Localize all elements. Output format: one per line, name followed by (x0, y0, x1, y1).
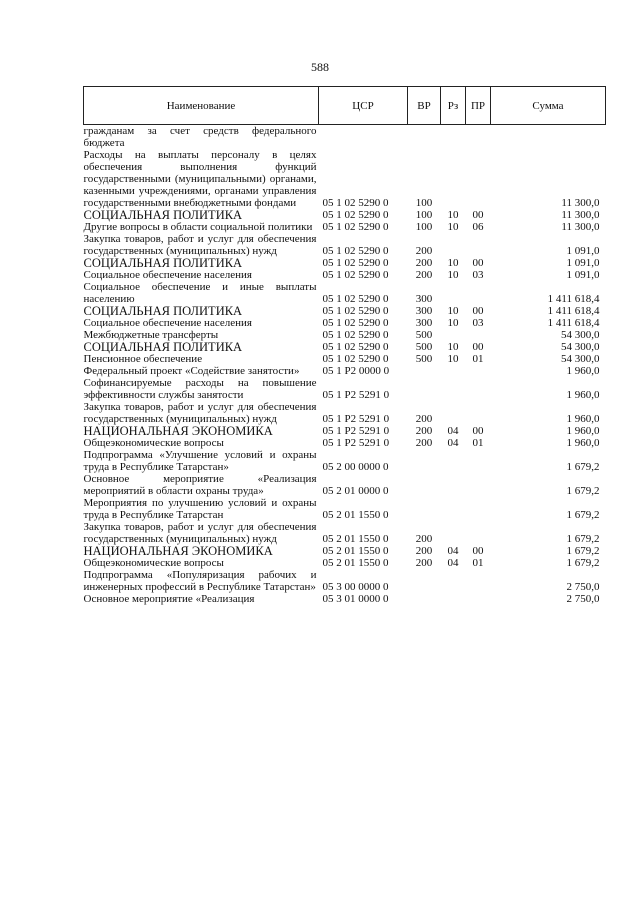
row-rz: 04 (447, 425, 459, 437)
row-sum: 11 300,0 (561, 209, 600, 221)
row-sum: 1 091,0 (566, 269, 600, 281)
row-sum: 54 300,0 (561, 353, 600, 365)
header-pr: ПР (466, 87, 491, 125)
row-csr: 05 1 P2 5291 0 (322, 425, 390, 437)
table-row (84, 521, 606, 545)
row-rz (441, 401, 466, 425)
row-csr: 05 2 01 1550 0 (322, 533, 389, 545)
row-csr: 05 2 01 1550 0 (322, 509, 389, 521)
row-rz: 10 (447, 353, 459, 365)
row-pr: 06 (472, 221, 484, 233)
row-rz: 10 (447, 209, 459, 221)
table-row (84, 473, 606, 497)
row-pr: 00 (472, 341, 484, 353)
page-number: 588 (311, 60, 329, 74)
table-row (84, 341, 606, 353)
header-name: Наименование (84, 87, 319, 125)
budget-table (83, 86, 606, 605)
row-vr: 300 (415, 305, 433, 317)
table-row (84, 449, 606, 473)
row-pr (466, 149, 491, 209)
row-pr: 00 (472, 425, 484, 437)
row-sum: 1 679,2 (566, 557, 600, 569)
row-csr: 05 2 01 1550 0 (322, 557, 389, 569)
row-csr: 05 1 02 5290 0 (322, 245, 389, 257)
header-csr: ЦСР (319, 87, 408, 125)
table-row (84, 377, 606, 401)
row-pr: 01 (472, 437, 484, 449)
row-name: Расходы на выплаты персоналу в целях обеспечения выполнения функций государственными (муниципальными) органами, казенными учреждениями, органами управления государственными внебюджетными фондами (83, 149, 317, 209)
row-pr (466, 593, 491, 605)
row-vr (408, 377, 441, 401)
row-vr (408, 365, 441, 377)
row-rz (441, 569, 466, 593)
row-rz (441, 497, 466, 521)
table-row (84, 149, 606, 209)
row-name: Социальное обеспечение и иные выплаты населению (83, 281, 317, 305)
row-vr (408, 569, 441, 593)
table-row (84, 257, 606, 269)
row-vr: 200 (415, 425, 433, 437)
row-pr (466, 569, 491, 593)
row-rz: 10 (447, 305, 459, 317)
row-csr: 05 1 02 5290 0 (322, 197, 389, 209)
table-row (84, 221, 606, 233)
row-rz: 04 (447, 557, 459, 569)
row-pr (466, 125, 491, 150)
table-row (84, 593, 606, 605)
row-name: Закупка товаров, работ и услуг для обеспечения государственных (муниципальных) нужд (83, 233, 317, 257)
table-header (84, 87, 606, 125)
row-vr (408, 449, 441, 473)
row-pr (466, 233, 491, 257)
row-name: Закупка товаров, работ и услуг для обеспечения государственных (муниципальных) нужд (83, 401, 317, 425)
row-rz: 10 (447, 317, 459, 329)
table-row (84, 233, 606, 257)
row-name: Общеэкономические вопросы (83, 557, 224, 569)
row-vr: 500 (415, 353, 433, 365)
row-sum: 1 679,2 (566, 545, 600, 557)
row-csr: 05 1 P2 0000 0 (322, 365, 390, 377)
row-sum: 1 679,2 (566, 509, 600, 521)
row-sum: 11 300,0 (561, 197, 600, 209)
row-sum: 1 960,0 (566, 425, 600, 437)
row-sum: 1 411 618,4 (547, 305, 600, 317)
row-rz (441, 449, 466, 473)
row-vr: 100 (415, 221, 433, 233)
table-row (84, 317, 606, 329)
row-vr: 200 (415, 437, 433, 449)
row-csr: 05 1 02 5290 0 (322, 341, 389, 353)
row-vr: 300 (415, 293, 433, 305)
row-vr: 200 (415, 557, 433, 569)
row-sum: 1 960,0 (566, 389, 600, 401)
row-name: Социальное обеспечение населения (83, 317, 252, 329)
row-sum: 1 091,0 (566, 245, 600, 257)
table-row (84, 305, 606, 317)
row-csr: 05 3 00 0000 0 (322, 581, 389, 593)
row-sum: 1 960,0 (566, 365, 600, 377)
table-row (84, 269, 606, 281)
row-pr (466, 473, 491, 497)
row-rz (441, 593, 466, 605)
row-sum: 1 679,2 (566, 485, 600, 497)
row-name: Социальное обеспечение населения (83, 269, 252, 281)
row-csr: 05 1 02 5290 0 (322, 221, 389, 233)
table-row (84, 425, 606, 437)
row-name: гражданам за счет средств федерального бюджета (83, 125, 317, 149)
row-csr: 05 1 P2 5291 0 (322, 437, 390, 449)
row-name: Основное мероприятие «Реализация (83, 593, 255, 605)
row-rz (441, 125, 466, 150)
row-rz (441, 281, 466, 305)
row-name: Межбюджетные трансферты (83, 329, 219, 341)
row-csr: 05 1 P2 5291 0 (322, 389, 390, 401)
row-rz (441, 473, 466, 497)
table-row (84, 557, 606, 569)
row-vr: 200 (415, 545, 433, 557)
row-pr: 00 (472, 209, 484, 221)
row-csr: 05 3 01 0000 0 (322, 593, 389, 605)
row-name: Подпрограмма «Улучшение условий и охраны труда в Республике Татарстан» (83, 449, 317, 473)
row-rz (441, 329, 466, 341)
table-body (84, 125, 606, 606)
row-rz: 10 (447, 257, 459, 269)
row-vr: 200 (415, 533, 433, 545)
row-pr: 03 (472, 269, 484, 281)
row-vr: 200 (415, 257, 433, 269)
row-name: СОЦИАЛЬНАЯ ПОЛИТИКА (83, 304, 243, 318)
row-rz: 04 (447, 437, 459, 449)
table-row (84, 209, 606, 221)
row-vr (408, 473, 441, 497)
row-rz (441, 149, 466, 209)
row-pr (466, 449, 491, 473)
row-name: Другие вопросы в области социальной политики (83, 221, 313, 233)
row-name: НАЦИОНАЛЬНАЯ ЭКОНОМИКА (83, 544, 273, 558)
row-rz: 10 (447, 221, 459, 233)
row-vr: 500 (415, 329, 433, 341)
row-name: Закупка товаров, работ и услуг для обеспечения государственных (муниципальных) нужд (83, 521, 317, 545)
table-row (84, 401, 606, 425)
header-vr: ВР (408, 87, 441, 125)
row-sum: 1 679,2 (566, 533, 600, 545)
row-csr: 05 1 02 5290 0 (322, 317, 389, 329)
row-rz (441, 521, 466, 545)
row-csr: 05 1 02 5290 0 (322, 257, 389, 269)
row-csr: 05 2 01 0000 0 (322, 485, 389, 497)
table-row (84, 125, 606, 150)
row-sum: 1 091,0 (566, 257, 600, 269)
row-vr (408, 125, 441, 150)
row-name: СОЦИАЛЬНАЯ ПОЛИТИКА (83, 256, 243, 270)
row-name: Федеральный проект «Содействие занятости» (83, 365, 300, 377)
row-vr: 200 (415, 413, 433, 425)
row-vr: 200 (415, 269, 433, 281)
row-pr: 01 (472, 353, 484, 365)
row-name: СОЦИАЛЬНАЯ ПОЛИТИКА (83, 208, 243, 222)
row-sum: 1 411 618,4 (547, 317, 600, 329)
row-csr: 05 1 P2 5291 0 (322, 413, 390, 425)
row-pr (466, 281, 491, 305)
row-sum: 2 750,0 (566, 593, 600, 605)
row-sum: 1 960,0 (566, 437, 600, 449)
row-sum: 2 750,0 (566, 581, 600, 593)
row-name: НАЦИОНАЛЬНАЯ ЭКОНОМИКА (83, 424, 273, 438)
table-row (84, 545, 606, 557)
row-csr (319, 125, 408, 150)
row-pr: 03 (472, 317, 484, 329)
row-pr (466, 497, 491, 521)
table-row (84, 437, 606, 449)
row-sum: 1 960,0 (566, 413, 600, 425)
row-name: Общеэкономические вопросы (83, 437, 224, 449)
row-csr: 05 1 02 5290 0 (322, 269, 389, 281)
row-csr: 05 1 02 5290 0 (322, 209, 389, 221)
row-pr (466, 329, 491, 341)
row-name: Софинансируемые расходы на повышение эффективности службы занятости (83, 377, 317, 401)
row-pr (466, 377, 491, 401)
table-row (84, 497, 606, 521)
table-row (84, 281, 606, 305)
table-row (84, 353, 606, 365)
row-vr: 300 (415, 317, 433, 329)
row-vr (408, 497, 441, 521)
row-sum: 54 300,0 (561, 329, 600, 341)
row-vr: 200 (415, 245, 433, 257)
row-sum: 1 679,2 (566, 461, 600, 473)
row-csr: 05 1 02 5290 0 (322, 353, 389, 365)
table-row (84, 569, 606, 593)
row-sum: 11 300,0 (561, 221, 600, 233)
header-sum: Сумма (491, 87, 606, 125)
row-rz (441, 365, 466, 377)
row-sum (491, 125, 606, 150)
row-vr: 500 (415, 341, 433, 353)
row-rz: 10 (447, 341, 459, 353)
table-row (84, 365, 606, 377)
row-name: Пенсионное обеспечение (83, 353, 203, 365)
row-name: Подпрограмма «Популяризация рабочих и инженерных профессий в Республике Татарстан» (83, 569, 317, 593)
row-vr (408, 593, 441, 605)
row-pr (466, 521, 491, 545)
row-rz: 04 (447, 545, 459, 557)
header-rz: Рз (441, 87, 466, 125)
row-sum: 1 411 618,4 (547, 293, 600, 305)
row-name: Основное мероприятие «Реализация мероприятий в области охраны труда» (83, 473, 317, 497)
row-vr: 100 (415, 209, 433, 221)
row-pr: 00 (472, 305, 484, 317)
row-pr: 01 (472, 557, 484, 569)
row-pr (466, 401, 491, 425)
row-rz: 10 (447, 269, 459, 281)
row-rz (441, 233, 466, 257)
row-csr: 05 2 01 1550 0 (322, 545, 389, 557)
row-csr: 05 1 02 5290 0 (322, 329, 389, 341)
row-vr: 100 (415, 197, 433, 209)
row-sum: 54 300,0 (561, 341, 600, 353)
row-pr (466, 365, 491, 377)
row-pr: 00 (472, 545, 484, 557)
row-name: Мероприятия по улучшению условий и охраны труда в Республике Татарстан (83, 497, 317, 521)
row-csr: 05 2 00 0000 0 (322, 461, 389, 473)
row-csr: 05 1 02 5290 0 (322, 305, 389, 317)
row-rz (441, 377, 466, 401)
row-pr: 00 (472, 257, 484, 269)
row-csr: 05 1 02 5290 0 (322, 293, 389, 305)
row-name: СОЦИАЛЬНАЯ ПОЛИТИКА (83, 340, 243, 354)
